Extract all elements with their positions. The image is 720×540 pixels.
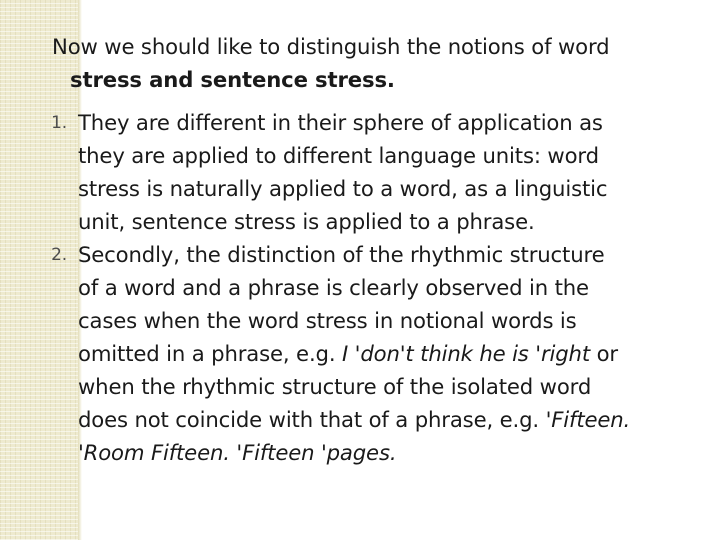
intro-paragraph (52, 30, 702, 96)
list-item (51, 106, 708, 238)
example-phrase: I 'don't think he is 'right (342, 341, 590, 366)
list-item-line: they are applied to different language units: word (78, 143, 599, 168)
list-item-line: when the rhythmic structure of the isolated word (78, 374, 592, 399)
list-item-line: Secondly, the distinction of the rhythmic structure (78, 242, 605, 267)
line-text: or (590, 341, 618, 366)
example-word: 'Fifteen. (545, 407, 631, 432)
list-item-line: They are different in their sphere of application as (78, 110, 603, 135)
list-item-number: 1. (51, 113, 67, 133)
list-item-line (78, 436, 708, 469)
list-item-line: unit, sentence stress is applied to a phrase. (78, 209, 535, 234)
list-item-line: stress is naturally applied to a word, as a linguistic (78, 176, 608, 201)
line-text: omitted in a phrase, e.g. (78, 341, 342, 366)
intro-line: Now we should like to distinguish the notions of word (52, 34, 610, 59)
intro-line-bold: stress and sentence stress. (70, 67, 395, 92)
list-item-line: cases when the word stress in notional words is (78, 308, 577, 333)
list-item-line (78, 337, 708, 370)
list-item (51, 238, 708, 469)
list-item-line (78, 403, 708, 436)
list-item-number: 2. (51, 245, 67, 265)
list-item-line: of a word and a phrase is clearly observed in the (78, 275, 589, 300)
numbered-list (51, 106, 708, 469)
line-text: does not coincide with that of a phrase, e.g. (78, 407, 546, 432)
example-phrase: 'Room Fifteen. 'Fifteen 'pages. (78, 440, 397, 465)
